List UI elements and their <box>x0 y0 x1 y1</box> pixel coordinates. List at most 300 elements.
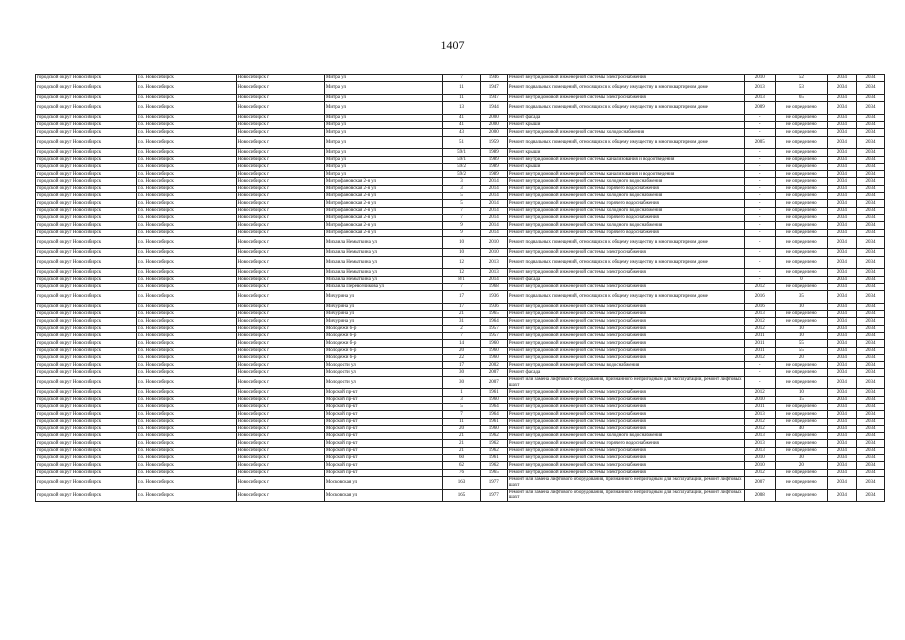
house-number-cell: 5 <box>443 403 480 410</box>
house-number-cell: 2 <box>443 325 480 332</box>
wear-percent-cell: не определено <box>775 433 827 440</box>
municipality-cell: городской округ Новосибирск <box>36 489 137 502</box>
build-year-cell: 1961 <box>480 418 507 425</box>
table-row <box>36 469 885 476</box>
wear-percent-cell: не определено <box>775 256 827 269</box>
plan-year-to-cell: 2034 <box>856 389 884 396</box>
build-year-cell: 1977 <box>480 489 507 502</box>
work-type-cell: Ремонт подвальных помещений, относящихся к общему имуществу в многоквартирном доме <box>507 102 744 115</box>
plan-year-to-cell: 2034 <box>856 283 884 290</box>
municipality-cell: городской округ Новосибирск <box>36 325 137 332</box>
last-repair-year-cell: - <box>744 200 775 207</box>
street-cell: Мичурина ул <box>324 303 442 310</box>
district-cell: г.о. Новосибирск <box>136 283 236 290</box>
settlement-cell: Новосибирск г <box>236 129 324 136</box>
plan-year-to-cell: 2034 <box>856 325 884 332</box>
street-cell: Молодежи б-р <box>324 332 442 339</box>
plan-year-from-cell: 2034 <box>827 369 856 376</box>
last-repair-year-cell: 2012 <box>744 425 775 432</box>
plan-year-from-cell: 2034 <box>827 200 856 207</box>
work-type-cell: Ремонт подвальных помещений, относящихся к общему имуществу в многоквартирном доме <box>507 136 744 149</box>
wear-percent-cell: 20 <box>775 354 827 361</box>
district-cell: г.о. Новосибирск <box>136 149 236 156</box>
plan-year-to-cell: 2034 <box>856 433 884 440</box>
plan-year-to-cell: 2034 <box>856 136 884 149</box>
settlement-cell: Новосибирск г <box>236 200 324 207</box>
district-cell: г.о. Новосибирск <box>136 403 236 410</box>
work-type-cell: Ремонт внутридомовой инженерной системы электроснабжения <box>507 347 744 354</box>
build-year-cell: 1947 <box>480 94 507 101</box>
last-repair-year-cell: 2012 <box>744 389 775 396</box>
last-repair-year-cell: - <box>744 276 775 283</box>
work-type-cell: Ремонт внутридомовой инженерной системы электроснабжения <box>507 425 744 432</box>
last-repair-year-cell: - <box>744 122 775 129</box>
house-number-cell: 12 <box>443 256 480 269</box>
work-type-cell: Ремонт внутридомовой инженерной системы горячего водоснабжения <box>507 229 744 236</box>
house-number-cell: 59/1 <box>443 156 480 163</box>
street-cell: Митра ул <box>324 102 442 115</box>
work-type-cell: Ремонт внутридомовой инженерной системы электроснабжения <box>507 269 744 276</box>
work-type-cell: Ремонт внутридомовой инженерной системы горячего водоснабжения <box>507 440 744 447</box>
house-number-cell: 5 <box>443 200 480 207</box>
table-row <box>36 256 885 269</box>
wear-percent-cell: не определено <box>775 200 827 207</box>
settlement-cell: Новосибирск г <box>236 303 324 310</box>
build-year-cell: 1947 <box>480 82 507 95</box>
plan-year-to-cell: 2034 <box>856 75 884 82</box>
repair-registry-table <box>35 74 885 502</box>
municipality-cell: городской округ Новосибирск <box>36 156 137 163</box>
table-row <box>36 82 885 95</box>
street-cell: Михаила Немыткина ул <box>324 249 442 256</box>
municipality-cell: городской округ Новосибирск <box>36 354 137 361</box>
municipality-cell: городской округ Новосибирск <box>36 200 137 207</box>
table-row <box>36 156 885 163</box>
plan-year-to-cell: 2034 <box>856 311 884 318</box>
house-number-cell: 163 <box>443 476 480 489</box>
table-row <box>36 171 885 178</box>
municipality-cell: городской округ Новосибирск <box>36 283 137 290</box>
settlement-cell: Новосибирск г <box>236 156 324 163</box>
last-repair-year-cell: - <box>744 269 775 276</box>
plan-year-to-cell: 2034 <box>856 418 884 425</box>
settlement-cell: Новосибирск г <box>236 185 324 192</box>
municipality-cell: городской округ Новосибирск <box>36 256 137 269</box>
last-repair-year-cell: - <box>744 178 775 185</box>
plan-year-to-cell: 2034 <box>856 303 884 310</box>
work-type-cell: Ремонт внутридомовой инженерной системы холодного водоснабжения <box>507 207 744 214</box>
build-year-cell: 1936 <box>480 291 507 304</box>
wear-percent-cell: не определено <box>775 122 827 129</box>
last-repair-year-cell: 2013 <box>744 411 775 418</box>
build-year-cell: 1962 <box>480 462 507 469</box>
house-number-cell: 21 <box>443 440 480 447</box>
work-type-cell: Ремонт внутридомовой инженерной системы электроснабжения <box>507 303 744 310</box>
plan-year-to-cell: 2034 <box>856 411 884 418</box>
street-cell: Морской пр-кт <box>324 447 442 454</box>
work-type-cell: Ремонт крыши <box>507 149 744 156</box>
house-number-cell: 59/1 <box>443 149 480 156</box>
street-cell: Митра ул <box>324 163 442 170</box>
last-repair-year-cell: - <box>744 149 775 156</box>
municipality-cell: городской округ Новосибирск <box>36 269 137 276</box>
table-row <box>36 462 885 469</box>
plan-year-from-cell: 2034 <box>827 114 856 121</box>
municipality-cell: городской округ Новосибирск <box>36 136 137 149</box>
table-row <box>36 403 885 410</box>
last-repair-year-cell: 2013 <box>744 94 775 101</box>
table-row <box>36 75 885 82</box>
plan-year-from-cell: 2034 <box>827 122 856 129</box>
work-type-cell: Ремонт внутридомовой инженерной системы электроснабжения <box>507 389 744 396</box>
table-row <box>36 311 885 318</box>
municipality-cell: городской округ Новосибирск <box>36 82 137 95</box>
build-year-cell: 1962 <box>480 433 507 440</box>
plan-year-to-cell: 2034 <box>856 163 884 170</box>
table-row <box>36 325 885 332</box>
house-number-cell: 11 <box>443 82 480 95</box>
table-row <box>36 163 885 170</box>
plan-year-from-cell: 2034 <box>827 94 856 101</box>
house-number-cell: 21 <box>443 433 480 440</box>
build-year-cell: 2000 <box>480 114 507 121</box>
plan-year-to-cell: 2034 <box>856 462 884 469</box>
last-repair-year-cell: 2012 <box>744 418 775 425</box>
plan-year-from-cell: 2034 <box>827 156 856 163</box>
work-type-cell: Ремонт внутридомовой инженерной системы холодного водоснабжения <box>507 433 744 440</box>
plan-year-to-cell: 2034 <box>856 102 884 115</box>
municipality-cell: городской округ Новосибирск <box>36 276 137 283</box>
settlement-cell: Новосибирск г <box>236 193 324 200</box>
build-year-cell: 2014 <box>480 229 507 236</box>
settlement-cell: Новосибирск г <box>236 291 324 304</box>
municipality-cell: городской округ Новосибирск <box>36 418 137 425</box>
work-type-cell: Ремонт внутридомовой инженерной системы электроснабжения <box>507 318 744 325</box>
settlement-cell: Новосибирск г <box>236 136 324 149</box>
plan-year-from-cell: 2034 <box>827 149 856 156</box>
build-year-cell: 1960 <box>480 340 507 347</box>
municipality-cell: городской округ Новосибирск <box>36 185 137 192</box>
table-row <box>36 94 885 101</box>
street-cell: Митра ул <box>324 149 442 156</box>
house-number-cell: 22 <box>443 354 480 361</box>
build-year-cell: 1960 <box>480 425 507 432</box>
work-type-cell: Ремонт внутридомовой инженерной системы электроснабжения <box>507 469 744 476</box>
last-repair-year-cell: - <box>744 256 775 269</box>
table-row <box>36 362 885 369</box>
street-cell: Морской пр-кт <box>324 403 442 410</box>
wear-percent-cell: 53 <box>775 82 827 95</box>
build-year-cell: 1960 <box>480 396 507 403</box>
last-repair-year-cell: - <box>744 114 775 121</box>
municipality-cell: городской округ Новосибирск <box>36 332 137 339</box>
build-year-cell: 1968 <box>480 283 507 290</box>
plan-year-from-cell: 2034 <box>827 396 856 403</box>
wear-percent-cell: не определено <box>775 249 827 256</box>
plan-year-to-cell: 2034 <box>856 291 884 304</box>
last-repair-year-cell: 2008 <box>744 489 775 502</box>
settlement-cell: Новосибирск г <box>236 171 324 178</box>
work-type-cell: Ремонт внутридомовой инженерной системы канализования и водоотведения <box>507 171 744 178</box>
table-row <box>36 236 885 249</box>
last-repair-year-cell: 2009 <box>744 102 775 115</box>
last-repair-year-cell: - <box>744 236 775 249</box>
settlement-cell: Новосибирск г <box>236 149 324 156</box>
settlement-cell: Новосибирск г <box>236 325 324 332</box>
district-cell: г.о. Новосибирск <box>136 396 236 403</box>
plan-year-to-cell: 2034 <box>856 318 884 325</box>
plan-year-from-cell: 2034 <box>827 75 856 82</box>
district-cell: г.о. Новосибирск <box>136 476 236 489</box>
last-repair-year-cell: 2011 <box>744 332 775 339</box>
last-repair-year-cell: - <box>744 222 775 229</box>
build-year-cell: 2014 <box>480 214 507 221</box>
settlement-cell: Новосибирск г <box>236 396 324 403</box>
work-type-cell: Ремонт внутридомовой инженерной системы электроснабжения <box>507 311 744 318</box>
settlement-cell: Новосибирск г <box>236 389 324 396</box>
table-row <box>36 354 885 361</box>
house-number-cell: 10 <box>443 236 480 249</box>
settlement-cell: Новосибирск г <box>236 207 324 214</box>
settlement-cell: Новосибирск г <box>236 489 324 502</box>
house-number-cell: 60 <box>443 455 480 462</box>
street-cell: Митра ул <box>324 75 442 82</box>
district-cell: г.о. Новосибирск <box>136 447 236 454</box>
district-cell: г.о. Новосибирск <box>136 469 236 476</box>
district-cell: г.о. Новосибирск <box>136 214 236 221</box>
settlement-cell: Новосибирск г <box>236 362 324 369</box>
settlement-cell: Новосибирск г <box>236 236 324 249</box>
work-type-cell: Ремонт внутридомовой инженерной системы электроснабжения <box>507 283 744 290</box>
work-type-cell: Ремонт внутридомовой инженерной системы электроснабжения <box>507 396 744 403</box>
wear-percent-cell: 10 <box>775 389 827 396</box>
settlement-cell: Новосибирск г <box>236 440 324 447</box>
street-cell: Морской пр-кт <box>324 396 442 403</box>
plan-year-from-cell: 2034 <box>827 129 856 136</box>
house-number-cell: 17 <box>443 303 480 310</box>
street-cell: Митрофановская 2-я ул <box>324 200 442 207</box>
settlement-cell: Новосибирск г <box>236 411 324 418</box>
table-row <box>36 114 885 121</box>
street-cell: Михаила Немыткина ул <box>324 256 442 269</box>
house-number-cell: 9 <box>443 222 480 229</box>
municipality-cell: городской округ Новосибирск <box>36 102 137 115</box>
district-cell: г.о. Новосибирск <box>136 354 236 361</box>
build-year-cell: 2010 <box>480 249 507 256</box>
district-cell: г.о. Новосибирск <box>136 156 236 163</box>
municipality-cell: городской округ Новосибирск <box>36 447 137 454</box>
plan-year-from-cell: 2034 <box>827 332 856 339</box>
district-cell: г.о. Новосибирск <box>136 114 236 121</box>
settlement-cell: Новосибирск г <box>236 425 324 432</box>
municipality-cell: городской округ Новосибирск <box>36 149 137 156</box>
plan-year-from-cell: 2034 <box>827 276 856 283</box>
plan-year-to-cell: 2034 <box>856 276 884 283</box>
municipality-cell: городской округ Новосибирск <box>36 303 137 310</box>
municipality-cell: городской округ Новосибирск <box>36 214 137 221</box>
district-cell: г.о. Новосибирск <box>136 249 236 256</box>
house-number-cell: 20 <box>443 347 480 354</box>
table-row <box>36 207 885 214</box>
work-type-cell: Ремонт фасада <box>507 276 744 283</box>
wear-percent-cell: не определено <box>775 136 827 149</box>
work-type-cell: Ремонт внутридомовой инженерной системы электроснабжения <box>507 332 744 339</box>
wear-percent-cell: не определено <box>775 236 827 249</box>
municipality-cell: городской округ Новосибирск <box>36 376 137 389</box>
municipality-cell: городской округ Новосибирск <box>36 75 137 82</box>
municipality-cell: городской округ Новосибирск <box>36 340 137 347</box>
house-number-cell: 20 <box>443 425 480 432</box>
municipality-cell: городской округ Новосибирск <box>36 411 137 418</box>
house-number-cell: 1 <box>443 389 480 396</box>
street-cell: Молодости ул <box>324 362 442 369</box>
district-cell: г.о. Новосибирск <box>136 347 236 354</box>
plan-year-from-cell: 2034 <box>827 269 856 276</box>
plan-year-from-cell: 2034 <box>827 376 856 389</box>
settlement-cell: Новосибирск г <box>236 102 324 115</box>
settlement-cell: Новосибирск г <box>236 256 324 269</box>
wear-percent-cell: не определено <box>775 222 827 229</box>
plan-year-from-cell: 2034 <box>827 489 856 502</box>
district-cell: г.о. Новосибирск <box>136 200 236 207</box>
plan-year-from-cell: 2034 <box>827 469 856 476</box>
table-row <box>36 178 885 185</box>
last-repair-year-cell: 2013 <box>744 447 775 454</box>
plan-year-from-cell: 2034 <box>827 433 856 440</box>
municipality-cell: городской округ Новосибирск <box>36 207 137 214</box>
work-type-cell: Ремонт или замена лифтового оборудования, признанного непригодным для эксплуатации, ремонт лифтовых шахт <box>507 376 744 389</box>
plan-year-from-cell: 2034 <box>827 185 856 192</box>
settlement-cell: Новосибирск г <box>236 354 324 361</box>
house-number-cell: 43 <box>443 129 480 136</box>
wear-percent-cell: не определено <box>775 362 827 369</box>
work-type-cell: Ремонт внутридомовой инженерной системы горячего водоснабжения <box>507 214 744 221</box>
work-type-cell: Ремонт внутридомовой инженерной системы электроснабжения <box>507 403 744 410</box>
plan-year-to-cell: 2034 <box>856 185 884 192</box>
settlement-cell: Новосибирск г <box>236 229 324 236</box>
street-cell: Митрофановская 2-я ул <box>324 214 442 221</box>
plan-year-from-cell: 2034 <box>827 418 856 425</box>
house-number-cell: 17 <box>443 291 480 304</box>
plan-year-from-cell: 2034 <box>827 82 856 95</box>
house-number-cell: 21 <box>443 447 480 454</box>
table-row <box>36 440 885 447</box>
last-repair-year-cell: - <box>744 362 775 369</box>
build-year-cell: 1964 <box>480 318 507 325</box>
district-cell: г.о. Новосибирск <box>136 311 236 318</box>
house-number-cell: 5 <box>443 193 480 200</box>
table-row <box>36 136 885 149</box>
settlement-cell: Новосибирск г <box>236 214 324 221</box>
wear-percent-cell: не определено <box>775 149 827 156</box>
last-repair-year-cell: - <box>744 214 775 221</box>
plan-year-to-cell: 2034 <box>856 82 884 95</box>
build-year-cell: 1960 <box>480 354 507 361</box>
table-row <box>36 476 885 489</box>
build-year-cell: 1962 <box>480 447 507 454</box>
municipality-cell: городской округ Новосибирск <box>36 469 137 476</box>
work-type-cell: Ремонт внутридомовой инженерной системы холодного водоснабжения <box>507 178 744 185</box>
table-row <box>36 129 885 136</box>
municipality-cell: городской округ Новосибирск <box>36 171 137 178</box>
plan-year-from-cell: 2034 <box>827 256 856 269</box>
house-number-cell: 7 <box>443 75 480 82</box>
house-number-cell: 59/2 <box>443 171 480 178</box>
plan-year-from-cell: 2034 <box>827 207 856 214</box>
district-cell: г.о. Новосибирск <box>136 376 236 389</box>
street-cell: Митра ул <box>324 156 442 163</box>
work-type-cell: Ремонт внутридомовой инженерной системы электроснабжения <box>507 325 744 332</box>
house-number-cell: 30 <box>443 369 480 376</box>
plan-year-from-cell: 2034 <box>827 171 856 178</box>
street-cell: Морской пр-кт <box>324 455 442 462</box>
last-repair-year-cell: 2016 <box>744 303 775 310</box>
plan-year-to-cell: 2034 <box>856 376 884 389</box>
wear-percent-cell: не определено <box>775 440 827 447</box>
build-year-cell: 2014 <box>480 276 507 283</box>
last-repair-year-cell: - <box>744 129 775 136</box>
municipality-cell: городской округ Новосибирск <box>36 403 137 410</box>
street-cell: Митра ул <box>324 122 442 129</box>
street-cell: Московская ул <box>324 489 442 502</box>
table-row <box>36 347 885 354</box>
plan-year-to-cell: 2034 <box>856 469 884 476</box>
last-repair-year-cell: 2012 <box>744 354 775 361</box>
build-year-cell: 1989 <box>480 163 507 170</box>
plan-year-from-cell: 2034 <box>827 462 856 469</box>
house-number-cell: 51 <box>443 136 480 149</box>
last-repair-year-cell: 2013 <box>744 311 775 318</box>
municipality-cell: городской округ Новосибирск <box>36 122 137 129</box>
table-row <box>36 411 885 418</box>
table-row <box>36 276 885 283</box>
wear-percent-cell: не определено <box>775 447 827 454</box>
house-number-cell: 30 <box>443 376 480 389</box>
district-cell: г.о. Новосибирск <box>136 82 236 95</box>
last-repair-year-cell: 2011 <box>744 347 775 354</box>
street-cell: Морской пр-кт <box>324 418 442 425</box>
district-cell: г.о. Новосибирск <box>136 129 236 136</box>
wear-percent-cell: не определено <box>775 283 827 290</box>
municipality-cell: городской округ Новосибирск <box>36 369 137 376</box>
street-cell: Морской пр-кт <box>324 440 442 447</box>
plan-year-from-cell: 2034 <box>827 229 856 236</box>
plan-year-to-cell: 2034 <box>856 340 884 347</box>
house-number-cell: 62 <box>443 462 480 469</box>
municipality-cell: городской округ Новосибирск <box>36 94 137 101</box>
settlement-cell: Новосибирск г <box>236 276 324 283</box>
district-cell: г.о. Новосибирск <box>136 440 236 447</box>
table-row <box>36 291 885 304</box>
wear-percent-cell: не определено <box>775 214 827 221</box>
last-repair-year-cell: 2012 <box>744 325 775 332</box>
wear-percent-cell: не определено <box>775 376 827 389</box>
settlement-cell: Новосибирск г <box>236 418 324 425</box>
plan-year-to-cell: 2034 <box>856 476 884 489</box>
district-cell: г.о. Новосибирск <box>136 332 236 339</box>
house-number-cell: 7 <box>443 214 480 221</box>
house-number-cell: 17 <box>443 362 480 369</box>
wear-percent-cell: не определено <box>775 311 827 318</box>
settlement-cell: Новосибирск г <box>236 94 324 101</box>
plan-year-to-cell: 2034 <box>856 129 884 136</box>
plan-year-from-cell: 2034 <box>827 102 856 115</box>
street-cell: Мичурина ул <box>324 291 442 304</box>
district-cell: г.о. Новосибирск <box>136 389 236 396</box>
wear-percent-cell: не определено <box>775 411 827 418</box>
last-repair-year-cell: 2010 <box>744 396 775 403</box>
plan-year-to-cell: 2034 <box>856 222 884 229</box>
